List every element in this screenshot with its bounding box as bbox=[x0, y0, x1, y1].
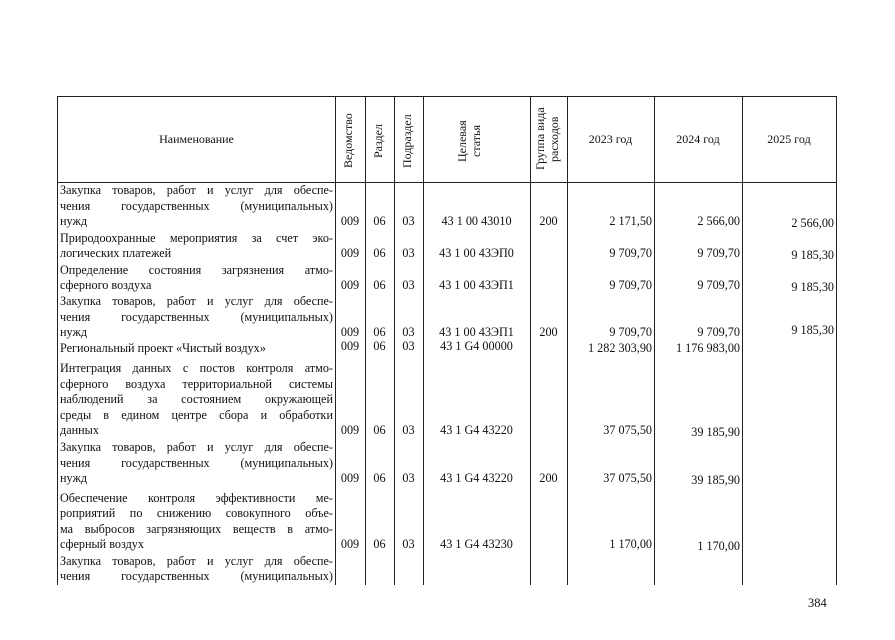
cell-2024: 39 185,90 bbox=[691, 425, 740, 440]
cell-target: 43 1 G4 43220 bbox=[440, 423, 513, 438]
cell-target: 43 1 G4 43230 bbox=[440, 537, 513, 552]
cell-target: 43 1 00 43ЭП0 bbox=[439, 246, 514, 261]
cell-dept: 009 bbox=[340, 471, 360, 486]
cell-2024: 9 709,70 bbox=[697, 325, 740, 340]
cell-group: 200 bbox=[539, 325, 558, 340]
budget-table bbox=[57, 96, 837, 585]
row-name: Закупка товаров, работ и услуг для обеспе- чения государственных (муниципальных) bbox=[60, 553, 333, 584]
cell-dept: 009 bbox=[340, 325, 360, 340]
header-2024: 2024 год bbox=[676, 132, 720, 146]
header-2025: 2025 год bbox=[767, 132, 811, 146]
header-section: Раздел bbox=[371, 124, 385, 158]
cell-dept: 009 bbox=[340, 246, 360, 261]
cell-subsection: 03 bbox=[402, 325, 415, 340]
cell-target: 43 1 G4 43220 bbox=[440, 471, 513, 486]
row-name: Обеспечение контроля эффективности ме- роприятий по снижению совокупного объе- ма выбросов загрязняющих веществ в атмо- сферный воздух bbox=[60, 490, 333, 552]
cell-2023: 9 709,70 bbox=[609, 278, 652, 293]
cell-dept: 009 bbox=[340, 278, 360, 293]
cell-subsection: 03 bbox=[402, 537, 415, 552]
cell-2024: 9 709,70 bbox=[697, 278, 740, 293]
header-group-line1: Группа вида bbox=[533, 107, 547, 171]
row-name: Природоохранные мероприятия за счет эко- логических платежей bbox=[60, 230, 333, 261]
cell-dept: 009 bbox=[340, 537, 360, 552]
table-row bbox=[58, 487, 836, 553]
cell-section: 06 bbox=[373, 339, 386, 354]
cell-2024: 39 185,90 bbox=[691, 473, 740, 488]
row-name: Определение состояния загрязнения атмо- сферного воздуха bbox=[60, 262, 333, 293]
cell-subsection: 03 bbox=[402, 339, 415, 354]
cell-section: 06 bbox=[373, 246, 386, 261]
header-dept: Ведомство bbox=[341, 113, 355, 169]
table-row bbox=[58, 341, 836, 357]
cell-target: 43 1 00 43ЭП1 bbox=[439, 325, 514, 340]
row-name: Закупка товаров, работ и услуг для обеспе- чения государственных (муниципальных) нужд bbox=[60, 294, 333, 340]
cell-2024: 9 709,70 bbox=[697, 246, 740, 261]
cell-2024: 2 566,00 bbox=[697, 214, 740, 229]
cell-subsection: 03 bbox=[402, 246, 415, 261]
cell-2024: 1 170,00 bbox=[697, 539, 740, 554]
table-row bbox=[58, 262, 836, 294]
cell-dept: 009 bbox=[340, 423, 360, 438]
cell-dept: 009 bbox=[340, 214, 360, 229]
header-group-line2: расходов bbox=[547, 116, 561, 162]
cell-subsection: 03 bbox=[402, 423, 415, 438]
cell-2025: 9 185,30 bbox=[791, 248, 834, 263]
cell-target: 43 1 G4 00000 bbox=[440, 339, 513, 354]
cell-2023: 2 171,50 bbox=[609, 214, 652, 229]
header-name: Наименование bbox=[159, 132, 234, 146]
table-row bbox=[58, 357, 836, 439]
header-target-line2: статья bbox=[469, 125, 483, 157]
cell-section: 06 bbox=[373, 278, 386, 293]
cell-target: 43 1 00 43010 bbox=[441, 214, 512, 229]
table-row bbox=[58, 294, 836, 341]
cell-2024: 1 176 983,00 bbox=[676, 341, 740, 356]
cell-section: 06 bbox=[373, 214, 386, 229]
cell-2023: 1 282 303,90 bbox=[588, 341, 652, 356]
page-number: 384 bbox=[808, 596, 827, 610]
row-name: Интеграция данных с постов контроля атмо- сферного воздуха территориальной системы наблюдений за состоянием окружающей среды в едином центре сбора и обработки данных bbox=[60, 361, 333, 438]
table-row bbox=[58, 183, 836, 230]
cell-2025: 9 185,30 bbox=[791, 280, 834, 295]
header-target-line1: Целевая bbox=[455, 120, 469, 162]
row-name: Закупка товаров, работ и услуг для обеспе- чения государственных (муниципальных) нужд bbox=[60, 183, 333, 229]
cell-2025: 2 566,00 bbox=[791, 216, 834, 231]
cell-2023: 37 075,50 bbox=[603, 471, 652, 486]
cell-group: 200 bbox=[539, 214, 558, 229]
table-row bbox=[58, 230, 836, 262]
table-row bbox=[58, 439, 836, 487]
cell-section: 06 bbox=[373, 537, 386, 552]
cell-section: 06 bbox=[373, 471, 386, 486]
header-subsection: Подраздел bbox=[400, 114, 414, 168]
cell-2023: 37 075,50 bbox=[603, 423, 652, 438]
table-row bbox=[58, 553, 836, 585]
row-name: Закупка товаров, работ и услуг для обеспе- чения государственных (муниципальных) нужд bbox=[60, 440, 333, 486]
cell-dept: 009 bbox=[340, 339, 360, 354]
cell-target: 43 1 00 43ЭП1 bbox=[439, 278, 514, 293]
cell-2025: 9 185,30 bbox=[791, 323, 834, 338]
cell-group: 200 bbox=[539, 471, 558, 486]
cell-subsection: 03 bbox=[402, 214, 415, 229]
row-name: Региональный проект «Чистый воздух» bbox=[60, 341, 266, 356]
cell-section: 06 bbox=[373, 423, 386, 438]
cell-subsection: 03 bbox=[402, 471, 415, 486]
cell-2023: 9 709,70 bbox=[609, 325, 652, 340]
cell-2023: 9 709,70 bbox=[609, 246, 652, 261]
cell-section: 06 bbox=[373, 325, 386, 340]
cell-2023: 1 170,00 bbox=[609, 537, 652, 552]
header-2023: 2023 год bbox=[588, 132, 633, 146]
cell-subsection: 03 bbox=[402, 278, 415, 293]
